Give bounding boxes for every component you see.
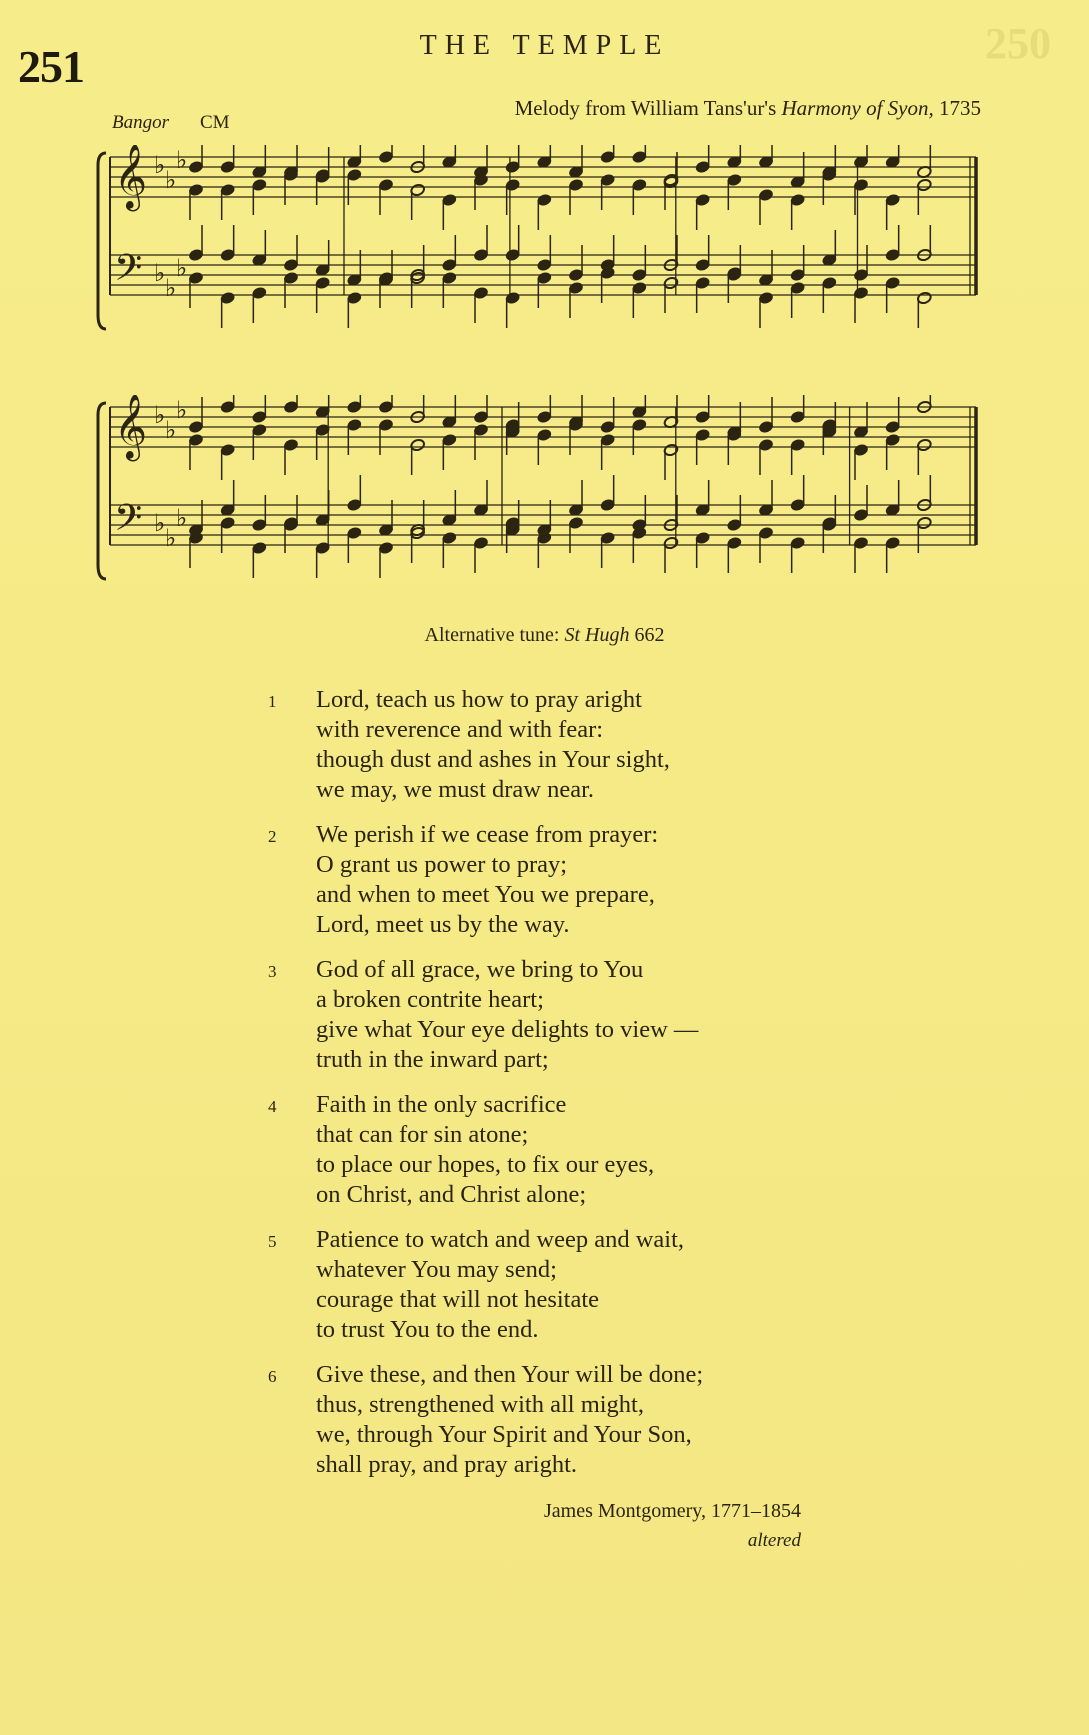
verse-line: Patience to watch and weep and wait, [316,1226,685,1253]
author-credit: James Montgomery, 1771–1854 [543,1500,801,1522]
verse-line: Lord, teach us how to pray aright [316,686,642,713]
verse-number: 6 [268,1367,277,1386]
flat-sign: ♭ [176,396,188,424]
treble-clef: 𝄞 [114,145,148,209]
verse-number: 2 [268,827,277,846]
melody-credit-title: Harmony of Syon, [781,96,934,120]
verse-line: Faith in the only sacrifice [316,1091,567,1118]
flat-sign: ♭ [154,401,166,429]
verse-line: we may, we must draw near. [316,776,595,803]
flat-sign: ♭ [165,274,177,302]
flat-sign: ♭ [176,504,188,532]
verse-line: whatever You may send; [316,1256,557,1283]
verse-line: we, through Your Spirit and Your Son, [316,1421,692,1448]
bass-clef: 𝄢 [114,247,143,298]
verse-line: shall pray, and pray aright. [316,1451,578,1478]
alternative-tune-prefix: Alternative tune: [424,624,560,646]
flat-sign: ♭ [154,509,166,537]
verse-line: give what Your eye delights to view — [316,1016,699,1043]
melody-credit [515,96,981,121]
system-bracket [98,403,106,579]
flat-sign: ♭ [176,254,188,282]
melody-credit-prefix: Melody from William Tans'ur's [514,96,777,120]
altered-note: altered [747,1530,801,1551]
flat-sign: ♭ [165,166,177,194]
verse-line: thus, strengthened with all might, [316,1391,644,1418]
alternative-tune [0,624,1089,647]
verse-line: Give these, and then Your will be done; [316,1361,704,1388]
verse-line: We perish if we cease from prayer: [316,821,659,848]
bass-clef: 𝄢 [114,497,143,548]
flat-sign: ♭ [154,259,166,287]
verse-line: a broken contrite heart; [316,986,544,1013]
system-bracket [98,153,106,329]
verse-line: God of all grace, we bring to You [316,956,644,983]
verse-line: Lord, meet us by the way. [316,911,570,938]
tune-name: Bangor [112,112,169,133]
verse-number: 1 [268,692,277,711]
verse-line: to trust You to the end. [316,1316,539,1343]
flat-sign: ♭ [165,416,177,444]
verse-line: to place our hopes, to fix our eyes, [316,1151,655,1178]
alternative-tune-number: 662 [634,624,665,646]
verse-line: O grant us power to pray; [316,851,568,878]
treble-clef: 𝄞 [114,395,148,459]
verse-line: that can for sin atone; [316,1121,529,1148]
music-system-1 [96,145,986,345]
verse-number: 4 [268,1097,277,1116]
section-title: THE TEMPLE [419,30,670,61]
music-system-2 [96,395,986,595]
verse-line: courage that will not hesitate [316,1286,600,1313]
ghost-page-number: 250 [985,19,1051,68]
flat-sign: ♭ [176,146,188,174]
melody-credit-year: 1735 [939,96,981,120]
verse-number: 3 [268,962,277,981]
verse-line: though dust and ashes in Your sight, [316,746,670,773]
verse-line: on Christ, and Christ alone; [316,1181,587,1208]
verse-number: 5 [268,1232,277,1251]
tune-meter: CM [200,112,230,133]
verse-line: truth in the inward part; [316,1046,549,1073]
hymn-number: 251 [18,41,84,92]
verse-line: and when to meet You we prepare, [316,881,655,908]
alternative-tune-name: St Hugh [564,624,630,646]
flat-sign: ♭ [165,524,177,552]
verse-line: with reverence and with fear: [316,716,604,743]
flat-sign: ♭ [154,151,166,179]
